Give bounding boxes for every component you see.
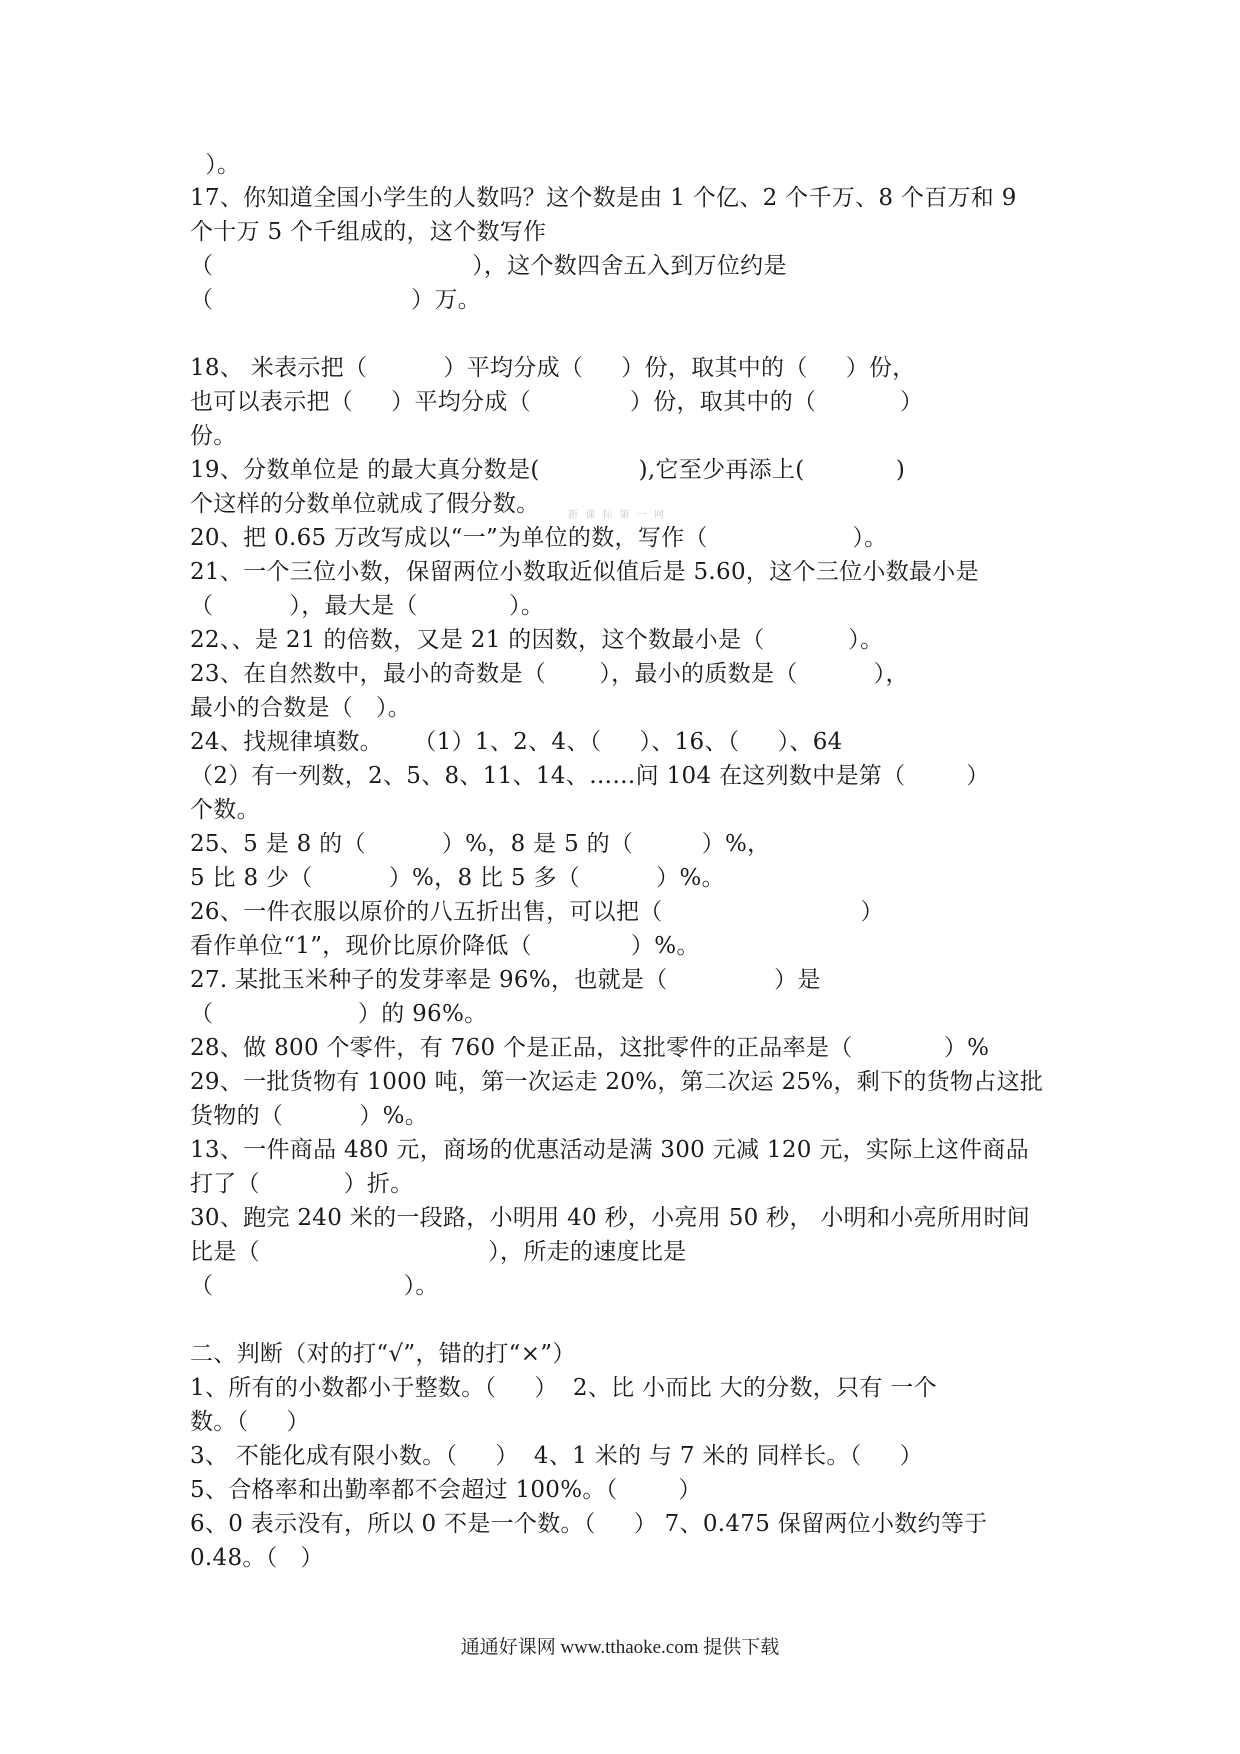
question-13-line-2: 打了（ ）折。 — [190, 1171, 414, 1197]
question-13-line-1: 13、一件商品 480 元，商场的优惠活动是满 300 元减 120 元，实际上这件商品 — [190, 1137, 1030, 1163]
watermark: 新 课 标 第 一 网 — [568, 510, 666, 521]
question-26-line-1: 26、一件衣服以原价的八五折出售，可以把（ ） — [190, 899, 884, 925]
question-30-line-1: 30、跑完 240 米的一段路，小明用 40 秒，小亮用 50 秒， 小明和小亮所用时间 — [190, 1205, 1031, 1231]
question-17-line-4: （ ）万。 — [190, 287, 482, 313]
question-24-line-2: （2）有一列数，2、5、8、11、14、……问 104 在这列数中是第（ ） — [190, 763, 990, 789]
question-28: 28、做 800 个零件，有 760 个是正品，这批零件的正品率是（ ）% — [190, 1035, 990, 1061]
question-20: 20、把 0.65 万改写成以“一”为单位的数，写作（ ）。 — [190, 525, 888, 551]
judgement-line-5: 6、0 表示没有，所以 0 不是一个数。（ ） 7、0.475 保留两位小数约等于 — [190, 1511, 988, 1537]
question-22: 22、、是 21 的倍数，又是 21 的因数，这个数最小是（ ）。 — [190, 627, 884, 653]
question-19-line-2: 个这样的分数单位就成了假分数。 — [190, 491, 540, 517]
judgement-line-1: 1、所有的小数都小于整数。（ ） 2、比 小而比 大的分数，只有 一个 — [190, 1375, 937, 1401]
footer-credit: 通通好课网 www.tthaoke.com 提供下载 — [460, 1637, 780, 1658]
question-17-line-1: 17、你知道全国小学生的人数吗？这个数是由 1 个亿、2 个千万、8 个百万和 9 — [190, 185, 1017, 211]
section-heading-judgement: 二、判断（对的打“√”，错的打“×”） — [190, 1341, 576, 1367]
question-18-line-2: 也可以表示把（ ）平均分成（ ）份，取其中的（ ） — [190, 389, 924, 415]
question-21-line-2: （ ），最大是（ ）。 — [190, 593, 545, 619]
question-25-line-1: 25、5 是 8 的（ ）%，8 是 5 的（ ）%， — [190, 831, 771, 857]
question-19-line-1: 19、分数单位是 的最大真分数是( ),它至少再添上( ) — [190, 457, 906, 483]
question-30-line-2: 比是（ ），所走的速度比是 — [190, 1239, 687, 1265]
question-24-line-3: 个数。 — [190, 797, 260, 823]
question-27-line-1: 27. 某批玉米种子的发芽率是 96%，也就是（ ）是 — [190, 967, 821, 993]
question-23-line-2: 最小的合数是（ ）。 — [190, 695, 412, 721]
judgement-line-3: 3、 不能化成有限小数。（ ） 4、1 米的 与 7 米的 同样长。（ ） — [190, 1443, 923, 1469]
question-18-line-1: 18、 米表示把（ ）平均分成（ ）份，取其中的（ ）份， — [190, 355, 916, 381]
question-24-line-1: 24、找规律填数。 （1）1、2、4、（ ）、16、（ ）、64 — [190, 729, 843, 755]
judgement-line-2: 数。（ ） — [190, 1409, 310, 1435]
question-27-line-2: （ ）的 96%。 — [190, 1001, 488, 1027]
question-29-line-2: 货物的（ ）%。 — [190, 1103, 429, 1129]
question-30-line-3: （ ）。 — [190, 1273, 439, 1299]
text-line: ）。 — [190, 152, 241, 178]
question-23-line-1: 23、在自然数中，最小的奇数是（ ），最小的质数是（ ）， — [190, 661, 909, 687]
question-18-line-3: 份。 — [190, 423, 237, 449]
question-26-line-2: 看作单位“1”，现价比原价降低（ ）%。 — [190, 933, 700, 959]
judgement-line-6: 0.48。（ ） — [190, 1545, 324, 1571]
question-17-line-2: 个十万 5 个千组成的，这个数写作 — [190, 219, 547, 245]
question-25-line-2: 5 比 8 少（ ）%，8 比 5 多（ ）%。 — [190, 865, 725, 891]
judgement-line-4: 5、合格率和出勤率都不会超过 100%。（ ） — [190, 1477, 702, 1503]
question-29-line-1: 29、一批货物有 1000 吨，第一次运走 20%，第二次运 25%，剩下的货物占这批 — [190, 1069, 1044, 1095]
question-17-line-3: （ ），这个数四舍五入到万位约是 — [190, 253, 787, 279]
question-21-line-1: 21、一个三位小数，保留两位小数取近似值后是 5.60，这个三位小数最小是 — [190, 559, 979, 585]
